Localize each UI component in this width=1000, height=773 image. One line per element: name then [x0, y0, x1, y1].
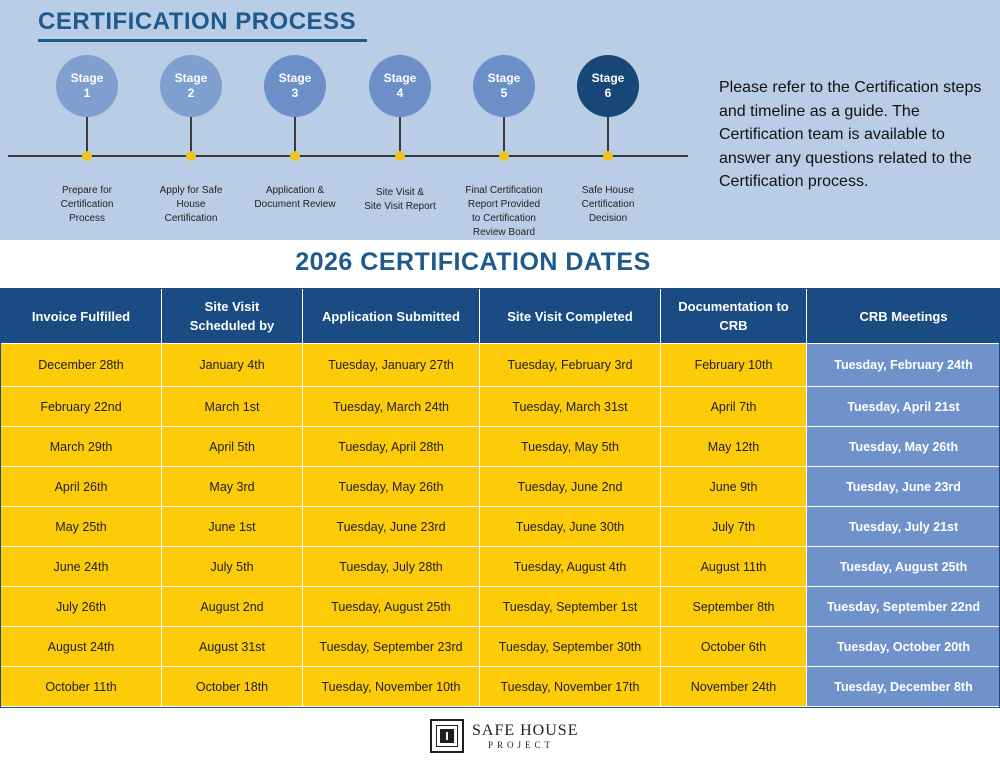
stage-connector	[399, 117, 401, 155]
dates-title: 2026 CERTIFICATION DATES	[295, 248, 651, 276]
logo-subtitle: PROJECT	[488, 740, 555, 750]
column-header-application-submitted: Application Submitted	[303, 289, 480, 344]
crb-meeting-cell: Tuesday, February 24th	[807, 344, 1000, 387]
stage-label: Stage	[70, 71, 104, 85]
stage-circle	[56, 55, 118, 117]
stage-description: Application & Document Review	[254, 185, 336, 210]
table-row	[1, 387, 1000, 427]
table-cell: August 24th	[1, 627, 162, 667]
stage-description: Apply for Safe House Certification	[159, 185, 223, 224]
stage-connector	[294, 117, 296, 155]
table-body	[1, 344, 1000, 707]
guide-text: Please refer to the Certification steps and timeline as a guide. The Certification team is available to answer any questions related to the Certification process.	[719, 79, 982, 190]
timeline-dot	[82, 151, 92, 161]
table-header-row	[1, 289, 1000, 344]
table-cell: October 11th	[1, 667, 162, 707]
logo-name: SAFE HOUSE	[472, 722, 579, 739]
table-cell: May 12th	[661, 427, 807, 467]
stage-circle	[264, 55, 326, 117]
table-cell: Tuesday, March 31st	[480, 387, 661, 427]
crb-meeting-cell: Tuesday, December 8th	[807, 667, 1000, 707]
stage-description: Prepare for Certification Process	[60, 185, 114, 224]
crb-meeting-cell: Tuesday, April 21st	[807, 387, 1000, 427]
table-cell: Tuesday, June 2nd	[480, 467, 661, 507]
table-cell: Tuesday, August 4th	[480, 547, 661, 587]
table-row	[1, 344, 1000, 387]
table-cell: Tuesday, June 23rd	[303, 507, 480, 547]
table-cell: Tuesday, June 30th	[480, 507, 661, 547]
table-row	[1, 627, 1000, 667]
stage-connector	[503, 117, 505, 155]
table-cell: August 31st	[162, 627, 303, 667]
house-logo-icon	[430, 719, 464, 753]
table-row	[1, 667, 1000, 707]
crb-meeting-cell: Tuesday, August 25th	[807, 547, 1000, 587]
table-cell: June 1st	[162, 507, 303, 547]
stage-number: 4	[396, 86, 404, 100]
stage-label: Stage	[487, 71, 521, 85]
table-cell: April 26th	[1, 467, 162, 507]
stage-label: Stage	[174, 71, 208, 85]
stage-description: Site Visit & Site Visit Report	[364, 187, 436, 212]
stage-circle	[577, 55, 639, 117]
table-cell: Tuesday, September 1st	[480, 587, 661, 627]
stage-number: 1	[83, 86, 91, 100]
table-cell: March 1st	[162, 387, 303, 427]
table-cell: May 25th	[1, 507, 162, 547]
table-cell: Tuesday, August 25th	[303, 587, 480, 627]
table-cell: September 8th	[661, 587, 807, 627]
timeline-dot	[186, 151, 196, 161]
table-cell: October 6th	[661, 627, 807, 667]
timeline-dot	[499, 151, 509, 161]
crb-meeting-cell: Tuesday, October 20th	[807, 627, 1000, 667]
crb-meeting-cell: Tuesday, May 26th	[807, 427, 1000, 467]
stage-circle	[369, 55, 431, 117]
table-cell: July 5th	[162, 547, 303, 587]
column-header-invoice-fulfilled: Invoice Fulfilled	[1, 289, 162, 344]
crb-meeting-cell: Tuesday, September 22nd	[807, 587, 1000, 627]
table-cell: Tuesday, September 23rd	[303, 627, 480, 667]
table-cell: Tuesday, January 27th	[303, 344, 480, 387]
process-title: CERTIFICATION PROCESS	[38, 8, 357, 35]
stage-label: Stage	[278, 71, 312, 85]
table-cell: August 2nd	[162, 587, 303, 627]
table-cell: August 11th	[661, 547, 807, 587]
table-row	[1, 587, 1000, 627]
timeline-line	[8, 155, 688, 157]
table-cell: Tuesday, May 26th	[303, 467, 480, 507]
table-cell: Tuesday, May 5th	[480, 427, 661, 467]
stage-circle	[473, 55, 535, 117]
table-cell: April 5th	[162, 427, 303, 467]
table-row	[1, 427, 1000, 467]
table-row	[1, 547, 1000, 587]
table-cell: February 10th	[661, 344, 807, 387]
timeline-dot	[395, 151, 405, 161]
stage-number: 2	[187, 86, 195, 100]
table-cell: April 7th	[661, 387, 807, 427]
certification-process-section	[0, 0, 1000, 240]
table-cell: February 22nd	[1, 387, 162, 427]
column-header-site-visit-completed: Site Visit Completed	[480, 289, 661, 344]
table-cell: December 28th	[1, 344, 162, 387]
stage-number: 6	[604, 86, 612, 100]
stage-description: Safe House Certification Decision	[581, 185, 635, 224]
timeline-dot	[603, 151, 613, 161]
timeline-dot	[290, 151, 300, 161]
table-cell: Tuesday, April 28th	[303, 427, 480, 467]
crb-meeting-cell: Tuesday, June 23rd	[807, 467, 1000, 507]
table-cell: Tuesday, November 10th	[303, 667, 480, 707]
table-cell: October 18th	[162, 667, 303, 707]
stage-label: Stage	[591, 71, 625, 85]
table-cell: March 29th	[1, 427, 162, 467]
table-cell: Tuesday, November 17th	[480, 667, 661, 707]
table-row	[1, 467, 1000, 507]
stage-circle	[160, 55, 222, 117]
table-cell: November 24th	[661, 667, 807, 707]
column-header-documentation-to-crb: Documentation to CRB	[661, 289, 807, 344]
table-cell: Tuesday, September 30th	[480, 627, 661, 667]
stage-connector	[190, 117, 192, 155]
stage-connector	[86, 117, 88, 155]
title-underline	[38, 39, 367, 42]
table-cell: May 3rd	[162, 467, 303, 507]
certification-dates-table	[0, 288, 1000, 707]
safe-house-logo	[430, 719, 590, 755]
crb-meeting-cell: Tuesday, July 21st	[807, 507, 1000, 547]
table-cell: January 4th	[162, 344, 303, 387]
column-header-crb-meetings: CRB Meetings	[807, 289, 1000, 344]
stage-connector	[607, 117, 609, 155]
table-cell: July 26th	[1, 587, 162, 627]
table-cell: June 24th	[1, 547, 162, 587]
table-cell: June 9th	[661, 467, 807, 507]
stage-number: 5	[500, 86, 508, 100]
table-row	[1, 507, 1000, 547]
column-header-site-visit-scheduled: Site Visit Scheduled by	[162, 289, 303, 344]
table-cell: Tuesday, February 3rd	[480, 344, 661, 387]
stage-number: 3	[291, 86, 299, 100]
table-cell: Tuesday, July 28th	[303, 547, 480, 587]
stage-description: Final Certification Report Provided to Certification Review Board	[465, 185, 543, 238]
table-cell: July 7th	[661, 507, 807, 547]
stage-label: Stage	[383, 71, 417, 85]
table-cell: Tuesday, March 24th	[303, 387, 480, 427]
